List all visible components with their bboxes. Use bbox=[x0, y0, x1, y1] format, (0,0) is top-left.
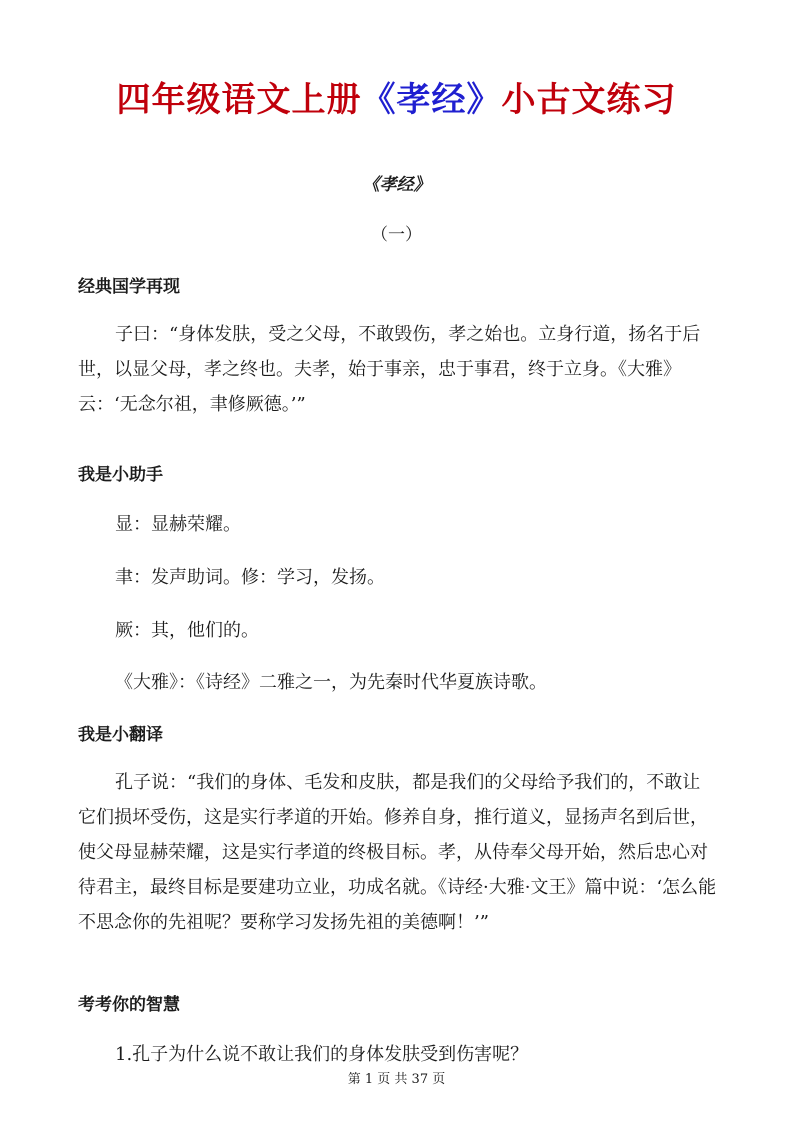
classic-text bbox=[78, 317, 718, 422]
section-heading-translation: 我是小翻译 bbox=[78, 725, 163, 745]
title-suffix: 小古文练习 bbox=[501, 80, 677, 120]
helper-item: 显：显赫荣耀。 bbox=[115, 514, 241, 535]
page-footer: 第 1 页 共 37 页 bbox=[347, 1072, 446, 1087]
subtitle: 《孝经》 bbox=[362, 175, 431, 195]
section-heading-classic: 经典国学再现 bbox=[78, 277, 180, 297]
section-number: （一） bbox=[371, 225, 422, 245]
translation-text bbox=[78, 765, 718, 940]
helper-item: 厥：其，他们的。 bbox=[115, 620, 259, 641]
title-highlight: 《孝经》 bbox=[361, 80, 502, 120]
section-heading-helper: 我是小助手 bbox=[78, 465, 163, 485]
section-heading-quiz: 考考你的智慧 bbox=[78, 995, 180, 1015]
quiz-question-1: 1.孔子为什么说不敢让我们的身体发肤受到伤害呢？ bbox=[115, 1044, 529, 1065]
helper-item: 聿：发声助词。修：学习，发扬。 bbox=[115, 567, 385, 588]
helper-item: 《大雅》：《诗经》二雅之一，为先秦时代华夏族诗歌。 bbox=[115, 672, 547, 693]
document-title bbox=[0, 72, 793, 121]
classic-text-body: 子曰：“身体发肤，受之父母，不敢毁伤，孝之始也。立身行道，扬名于后世，以显父母，孝之终也。夫孝，始于事亲，忠于事君，终于立身。《大雅》云：‘无念尔祖，聿修厥德。’” bbox=[78, 324, 701, 415]
translation-text-body: 孔子说：“我们的身体、毛发和皮肤，都是我们的父母给予我们的，不敢让它们损坏受伤，这是实行孝道的开始。修养自身，推行道义，显扬声名到后世，使父母显赫荣耀，这是实行孝道的终极目标。孝，从侍奉父母开始，然后忠心对待君主，最终目标是要建功立业，功成名就。《诗经·大雅·文王》篇中说：‘怎么能不思念你的先祖呢？要称学习发扬先祖的美德啊！’” bbox=[78, 772, 717, 933]
title-prefix: 四年级语文上册 bbox=[116, 80, 362, 120]
